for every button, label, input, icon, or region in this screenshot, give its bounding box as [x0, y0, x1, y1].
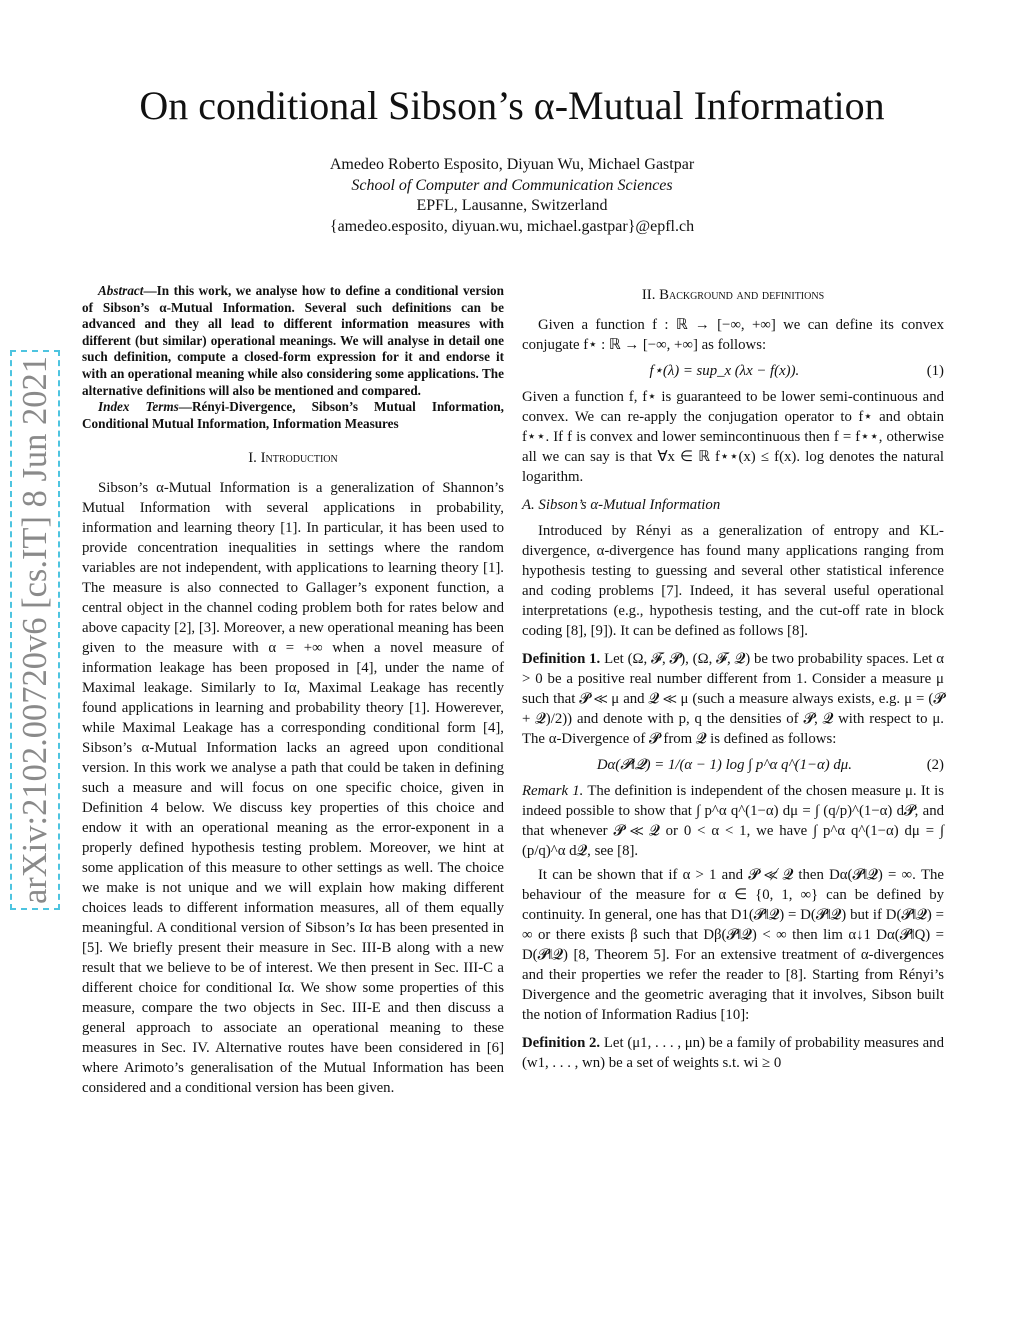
abstract [82, 283, 504, 399]
equation-2 [522, 755, 944, 775]
subsection-heading-sibson: A. Sibson’s α-Mutual Information [522, 497, 721, 513]
author-school: School of Computer and Communication Sciences [351, 176, 673, 194]
remark-1-label: Remark 1. [522, 783, 584, 799]
intro-paragraph: Sibson’s α-Mutual Information is a generalization of Shannon’s Mutual Information with several applications in probability, information and learning theory [1]. In particular, it has been used to provide concentration inequalities in settings where the random variables are not independent, with applications to learning theory [1]. The measure is also connected to Gallager’s exponent function, a central object in the channel coding problem both for rates below and above capacity [2], [3]. Moreover, a new operational meaning has been given to the measure with α = +∞ when a novel measure of information leakage has been proposed in [4], under the name of Maximal leakage. Similarly to Iα, Maximal Leakage has recently found applications in learning and probability theory [1]. Howerever, while Maximal Leakage has a corresponding conditional form [4], Sibson’s α-Mutual Information lacks an agreed upon conditional version. In this work we analyse a path that could be taken in defining such a measure and will focus on one specific choice, given in Definition 4 below. We discuss key properties of this choice and endow it with an operational meaning as the error-exponent in a properly defined hypothesis testing problem. Moreover, we hint at some application of this measure to other settings as well. The choice we make is not unique and we will explain how making different choices leads to different information measures, all of them equally meaningful. A conditional version of Sibson’s Iα has been presented in [5]. We briefly present their measure in Sec. III-B along with a new result that we believe to be of interest. We then present in Sec. III-C a different choice for conditional Iα. We show some properties of this measure, compare the two objects in Sec. III-E and then discuss a general approach to associate an operational meaning to these measures in Sec. IV. Alternative routes have been considered in [6] where Arimoto’s generalisation of the Mutual Information has been considered and a conditional version has been given. [82, 480, 504, 1097]
author-names: Amedeo Roberto Esposito, Diyuan Wu, Michael Gastpar [329, 156, 695, 173]
definition-1-text: Let (Ω, 𝓕, 𝓟), (Ω, 𝓕, 𝓠) be two probability spaces. Let α > 0 be a positive real number different from 1. Consider a measure μ such that 𝓟 ≪ μ and 𝓠 ≪ μ (such a measure always exists, e.g. μ = (𝓟 + 𝓠)/2)) and denote with p, q the densities of 𝓟, 𝓠 with respect to μ. The α-Divergence of 𝓟 from 𝓠 is defined as follows: [522, 651, 944, 747]
equation-1 [522, 361, 944, 381]
index-terms [82, 399, 504, 432]
background-paragraph-2: Given a function f, f⋆ is guaranteed to be lower semi-continuous and convex. We can re-apply the conjugation operator to f⋆ and obtain f⋆⋆. If f is convex and lower semincontinuous then f = f⋆⋆, otherwise all we can say is that ∀x ∈ ℝ f⋆⋆(x) ≤ f(x). log denotes the natural logarithm. [522, 389, 944, 485]
abstract-text: —In this work, we analyse how to define a conditional version of Sibson’s α-Mutual Information. Several such definitions can be advanced and they all lead to different information measures with different (but similar) operational meanings. We will analyse in detail one such definition, compute a closed-form expression for it and endorse it with an operational meaning while also considering some applications. The alternative definitions will also be mentioned and compared. [82, 283, 504, 398]
right-column [522, 283, 944, 1073]
equation-2-body: Dα(𝓟‖𝓠) = 1/(α − 1) log ∫ p^α q^(1−α) dμ. [596, 757, 852, 773]
author-emails: {amedeo.esposito, diyuan.wu, michael.gastpar}@epfl.ch [329, 217, 695, 235]
arxiv-watermark[interactable]: arXiv:2102.00720v6 [cs.IT] 8 Jun 2021 [10, 350, 60, 910]
index-terms-label: Index Terms [98, 399, 179, 415]
definition-2 [522, 1033, 944, 1073]
left-column [82, 283, 504, 1098]
definition-2-text: Let (μ1, . . . , μn) be a family of probability measures and (w1, . . . , wn) be a set of weights s.t. wi ≥ 0 [522, 1035, 944, 1071]
background-paragraph-4: It can be shown that if α > 1 and 𝓟 ≪̸ 𝓠 then Dα(𝓟‖𝓠) = ∞. The behaviour of the measure for α ∈ {0, 1, ∞} can be defined by continuity. In general, one has that D1(𝓟‖𝓠) = D(𝓟‖𝓠) but if D(𝓟‖𝓠) = ∞ or there exists β such that Dβ(𝓟‖𝓠) < ∞ then lim α↓1 Dα(𝓟‖Q) = D(𝓟‖𝓠) [8, Theorem 5]. For an extensive treatment of α-divergences and their properties we refer the reader to [8]. Starting from Rényi’s Divergence and the geometric averaging that it involves, Sibson built the notion of Information Radius [10]: [522, 867, 944, 1023]
equation-1-number: (1) [926, 363, 944, 379]
equation-2-number: (2) [926, 757, 944, 773]
background-paragraph-3: Introduced by Rényi as a generalization of entropy and KL-divergence, α-divergence has found many applications ranging from hypothesis testing to guessing and several other statistical inference and coding problems [7]. Indeed, it has several useful operational interpretations (e.g., hypothesis testing, and the cut-off rate in block coding [8], [9]). It can be defined as follows [8]. [522, 523, 944, 639]
definition-1-label: Definition 1. [522, 651, 601, 667]
section-heading-introduction: I. Introduction [248, 450, 338, 467]
remark-1-text: The definition is independent of the chosen measure μ. It is indeed possible to show that ∫ p^α q^(1−α) dμ = ∫ (q/p)^(1−α) d𝓟, and that whenever 𝓟 ≪ 𝓠 or 0 < α < 1, we have ∫ p^α q^(1−α) dμ = ∫ (p/q)^α d𝓠, see [8]. [522, 783, 944, 859]
definition-1 [522, 649, 944, 749]
remark-1 [522, 781, 944, 861]
author-institution: EPFL, Lausanne, Switzerland [416, 197, 608, 214]
background-paragraph-1: Given a function f : ℝ → [−∞, +∞] we can define its convex conjugate f⋆ : ℝ → [−∞, +∞] as follows: [522, 317, 944, 353]
definition-2-label: Definition 2. [522, 1035, 601, 1051]
equation-1-body: f⋆(λ) = sup_x (λx − f(x)). [649, 363, 800, 379]
author-block [0, 155, 1024, 237]
index-terms-text: —Rényi-Divergence, Sibson’s Mutual Information, Conditional Mutual Information, Information Measures [82, 399, 504, 431]
abstract-label: Abstract [98, 283, 144, 298]
paper-title: On conditional Sibson’s α-Mutual Information [139, 83, 885, 128]
section-heading-background: II. Background and definitions [641, 287, 825, 303]
